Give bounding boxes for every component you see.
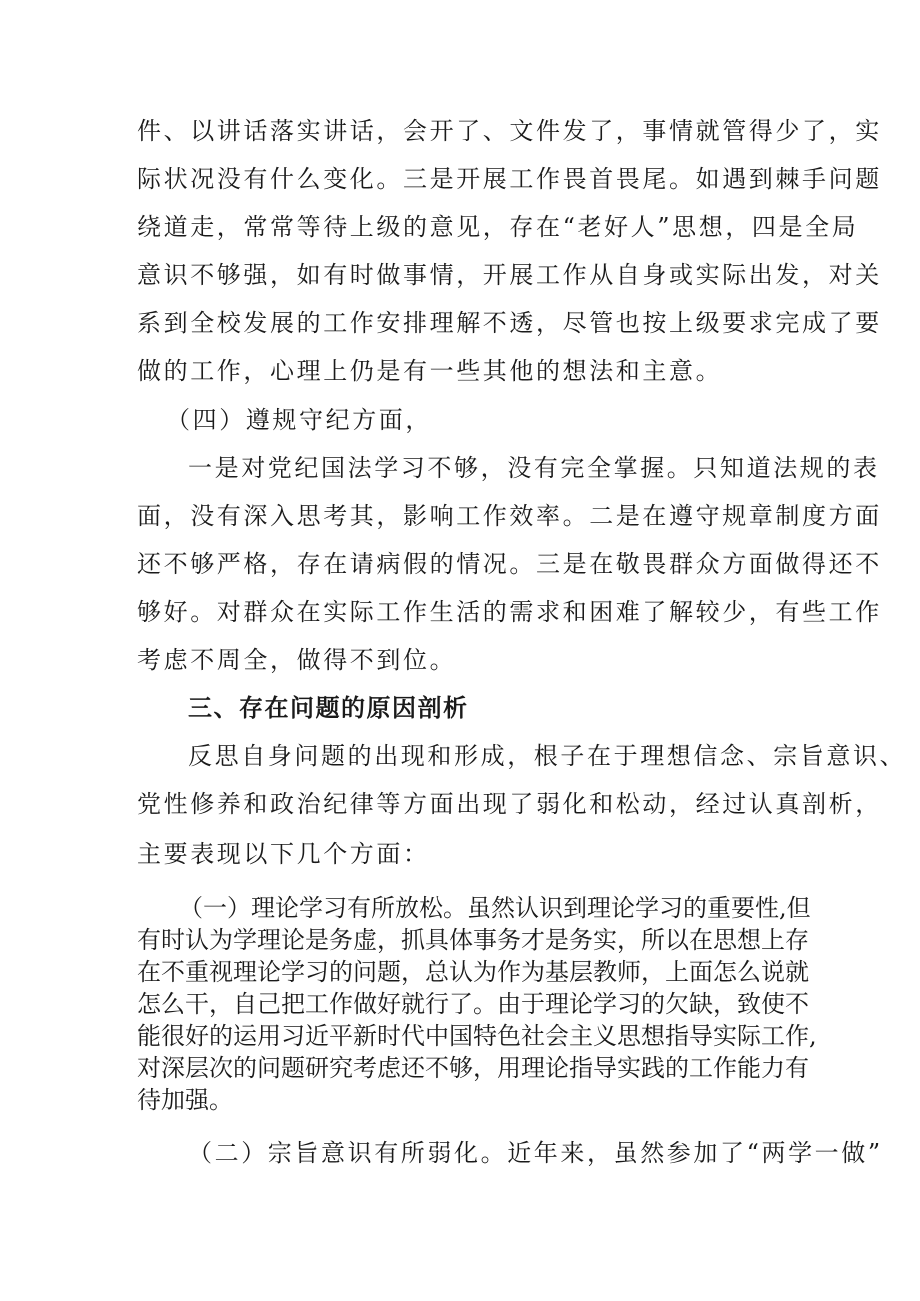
paragraph-line: （一）理论学习有所放松。虽然认识到理论学习的重要性,但 [179, 894, 811, 922]
paragraph-line: 还不够严格，存在请病假的情况。三是在敬畏群众方面做得还不 [137, 550, 882, 578]
paragraph-line: 绕道走，常常等待上级的意见，存在“老好人”思想，四是全局 [137, 213, 859, 241]
paragraph-line: 有时认为学理论是务虚，抓具体事务才是务实，所以在思想上存 [137, 926, 809, 954]
subheading-four: （四）遵规守纪方面， [166, 406, 432, 434]
section-heading: 三、存在问题的原因剖析 [188, 694, 469, 722]
paragraph-line: 党性修养和政治纪律等方面出现了弱化和松动，经过认真剖析， [137, 790, 882, 818]
paragraph-line: 待加强。 [137, 1086, 233, 1114]
paragraph-line: （二）宗旨意识有所弱化。近年来，虽然参加了“两学一做” [188, 1139, 883, 1167]
paragraph-line: 意识不够强，如有时做事情，开展工作从自身或实际出发，对关 [137, 261, 882, 289]
paragraph-line: 做的工作，心理上仍是有一些其他的想法和主意。 [137, 357, 723, 385]
paragraph-line: 主要表现以下几个方面： [137, 840, 430, 868]
paragraph-line: 件、以讲话落实讲话，会开了、文件发了，事情就管得少了，实 [137, 117, 882, 145]
paragraph-line: 对深层次的问题研究考虑还不够，用理论指导实践的工作能力有 [137, 1054, 809, 1082]
paragraph-line: 面，没有深入思考其，影响工作效率。二是在遵守规章制度方面 [137, 502, 882, 530]
paragraph-line: 系到全校发展的工作安排理解不透，尽管也按上级要求完成了要 [137, 309, 882, 337]
paragraph-line: 反思自身问题的出现和形成，根子在于理想信念、宗旨意识、 [188, 742, 907, 770]
paragraph-line: 在不重视理论学习的问题，总认为作为基层教师，上面怎么说就 [137, 958, 809, 986]
paragraph-line: 能很好的运用习近平新时代中国特色社会主义思想指导实际工作, [137, 1022, 817, 1050]
paragraph-line: 怎么干，自己把工作做好就行了。由于理论学习的欠缺，致使不 [137, 990, 809, 1018]
paragraph-line: 够好。对群众在实际工作生活的需求和困难了解较少，有些工作 [137, 598, 882, 626]
paragraph-line: 考虑不周全，做得不到位。 [137, 646, 457, 674]
paragraph-line: 际状况没有什么变化。三是开展工作畏首畏尾。如遇到棘手问题 [137, 165, 882, 193]
paragraph-line: 一是对党纪国法学习不够，没有完全掌握。只知道法规的表 [188, 454, 880, 482]
